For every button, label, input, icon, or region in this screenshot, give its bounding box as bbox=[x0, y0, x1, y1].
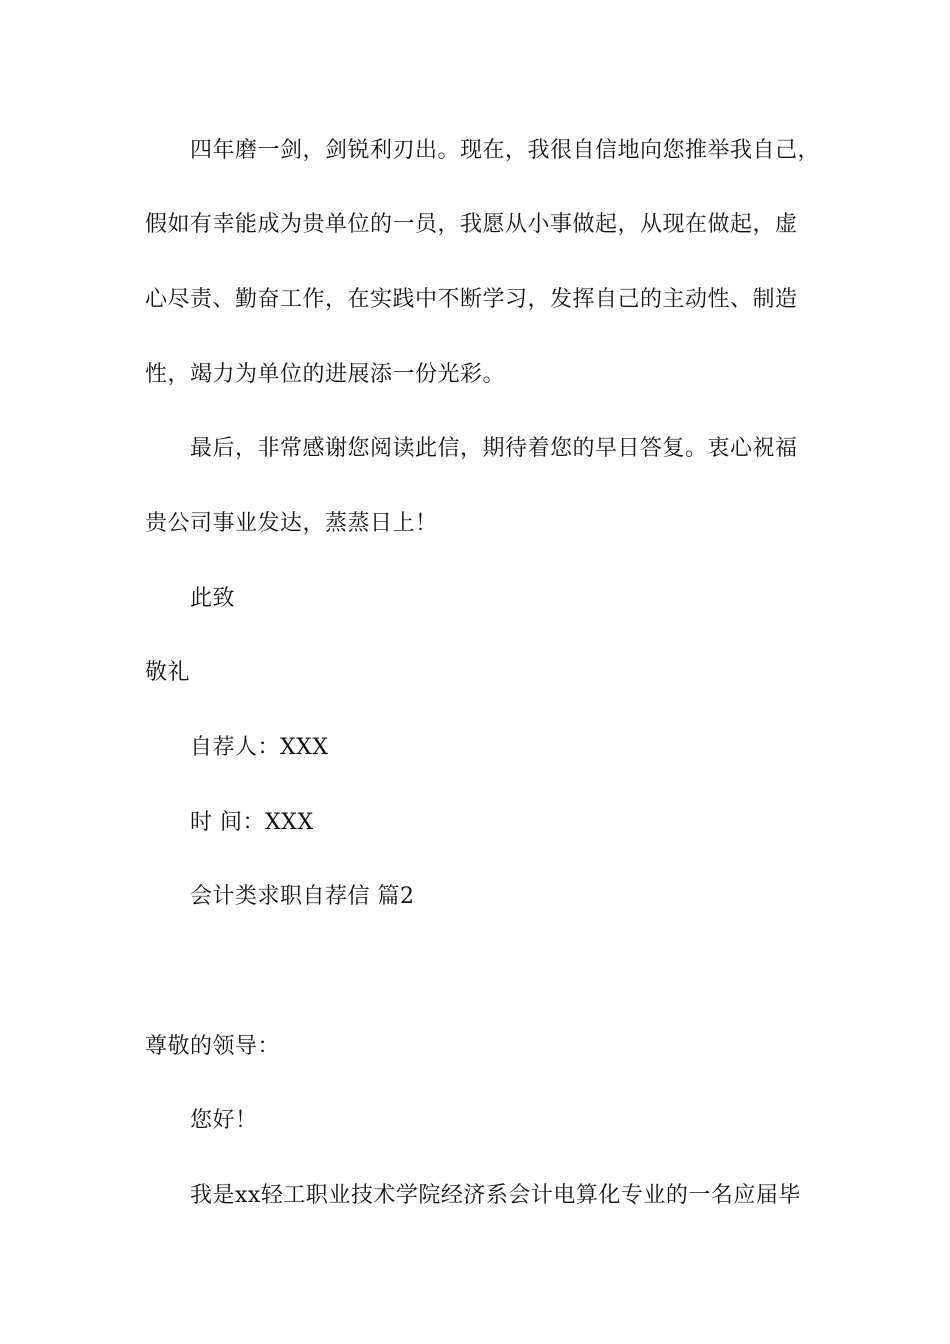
paragraph-line: 四年磨一剑，剑锐利刃出。现在，我很自信地向您推举我自己， bbox=[190, 138, 821, 163]
paragraph-line: 最后，非常感谢您阅读此信，期待着您的早日答复。衷心祝福 bbox=[190, 436, 798, 461]
closing-salutation: 此致 bbox=[190, 586, 236, 611]
greeting-hello: 您好！ bbox=[190, 1108, 258, 1133]
paragraph-line: 贵公司事业发达，蒸蒸日上！ bbox=[145, 511, 438, 536]
closing-regards: 敬礼 bbox=[145, 660, 191, 685]
greeting-line: 尊敬的领导： bbox=[145, 1034, 281, 1059]
paragraph-line: 假如有幸能成为贵单位的一员，我愿从小事做起，从现在做起，虚 bbox=[145, 212, 798, 237]
section-heading: 会计类求职自荐信 篇2 bbox=[190, 884, 415, 909]
paragraph-line: 我是xx轻工职业技术学院经济系会计电算化专业的一名应届毕 bbox=[190, 1183, 801, 1208]
paragraph-line: 心尽责、勤奋工作，在实践中不断学习，发挥自己的主动性、制造 bbox=[145, 287, 798, 312]
paragraph-line: 性，竭力为单位的进展添一份光彩。 bbox=[145, 362, 506, 387]
signature-line: 自荐人：XXX bbox=[190, 735, 329, 760]
date-line: 时 间：XXX bbox=[190, 810, 314, 835]
